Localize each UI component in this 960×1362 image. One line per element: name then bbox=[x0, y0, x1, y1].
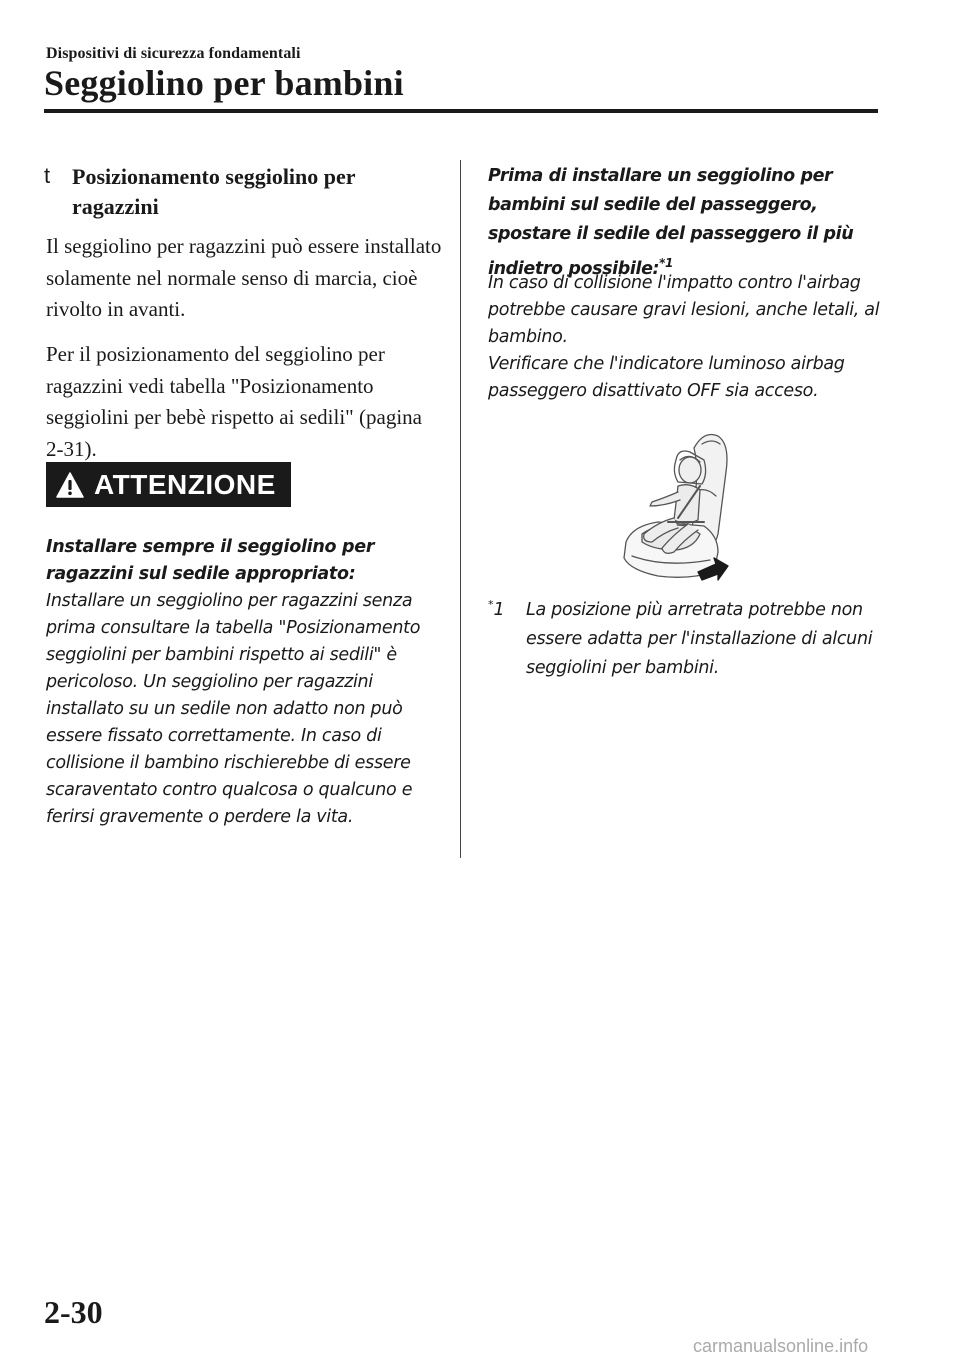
header-rule bbox=[44, 109, 878, 113]
right-body-1: In caso di collisione l'impatto contro l'airbag potrebbe causare gravi lesioni, anche letali, al bambino. bbox=[488, 273, 880, 347]
warning-heading: Installare sempre il seggiolino per ragazzini sul sedile appropriato: bbox=[46, 537, 375, 584]
header-kicker: Dispositivi di sicurezza fondamentali bbox=[46, 45, 301, 62]
paragraph-1: Il seggiolino per ragazzini può essere installato solamente nel normale senso di marcia, cioè rivolto in avanti. bbox=[46, 234, 442, 321]
right-heading-text: Prima di installare un seggiolino per bambini sul sedile del passeggero, spostare il sedile del passeggero il più indietro possibile: bbox=[488, 166, 854, 279]
footnote-marker bbox=[488, 598, 505, 620]
section-marker: t bbox=[44, 163, 51, 188]
page-title: Seggiolino per bambini bbox=[44, 63, 404, 103]
section-title: Posizionamento seggiolino per ragazzini bbox=[72, 164, 356, 219]
right-body bbox=[488, 270, 888, 405]
paragraph-2: Per il posizionamento del seggiolino per ragazzini vedi tabella "Posizionamento seggiolini per bebè rispetto ai sedili" (pagina 2-31). bbox=[46, 342, 422, 461]
footnote-number: 1 bbox=[493, 599, 505, 620]
warning-body: Installare un seggiolino per ragazzini senza prima consultare la tabella "Posizionamento seggiolini per bambini rispetto ai sedili" è pericoloso. Un seggiolino per ragazzini installato su un sedile non adatto non può essere fissato correttamente. In caso di collisione il bambino rischierebbe di essere scaraventato contro qualcosa o qualcuno e ferirsi gravemente o perdere la vita. bbox=[46, 591, 421, 827]
footnote-text: La posizione più arretrata potrebbe non essere adatta per l'installazione di alcuni seggiolini per bambini. bbox=[526, 600, 873, 678]
page-number: 2-30 bbox=[44, 1294, 103, 1330]
warning-label: ATTENZIONE bbox=[94, 468, 276, 500]
booster-seat-illustration bbox=[618, 430, 738, 586]
right-body-2: Verificare che l'indicatore luminoso airbag passeggero disattivato OFF sia acceso. bbox=[488, 354, 845, 401]
column-divider bbox=[460, 160, 461, 858]
watermark: carmanualsonline.info bbox=[693, 1336, 869, 1356]
warning-triangle-icon bbox=[56, 472, 84, 498]
warning-banner bbox=[46, 462, 291, 507]
right-heading bbox=[488, 162, 888, 284]
footnote-ref: *1 bbox=[659, 256, 673, 270]
footnote-star: * bbox=[488, 598, 494, 611]
